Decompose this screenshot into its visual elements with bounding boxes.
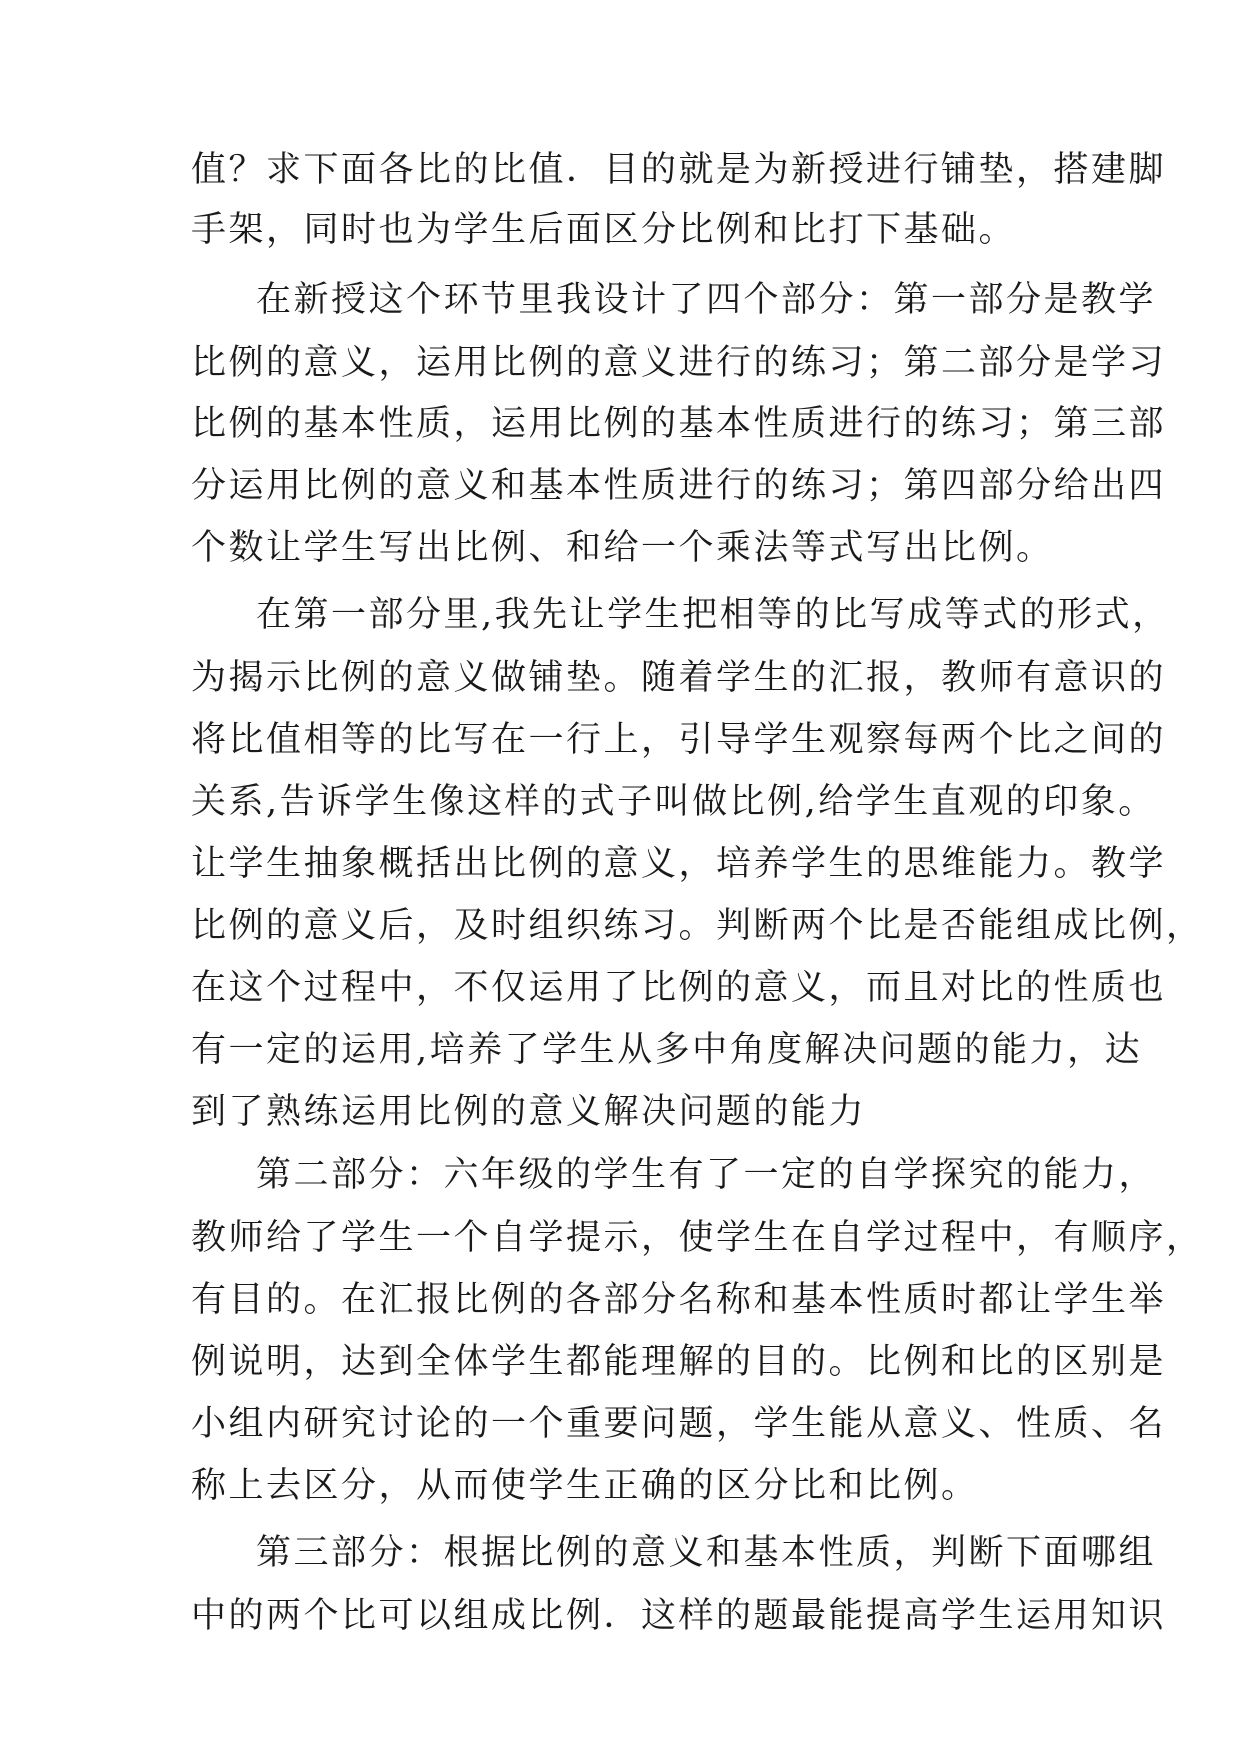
text-line: 比例的意义，运用比例的意义进行的练习；第二部分是学习 (191, 343, 1167, 383)
paragraph-first-line: 在第一部分里,我先让学生把相等的比写成等式的形式， (256, 595, 1170, 635)
text-line: 教师给了学生一个自学提示，使学生在自学过程中，有顺序， (191, 1218, 1204, 1258)
text-line: 小组内研究讨论的一个重要问题，学生能从意义、性质、名 (191, 1404, 1167, 1444)
text-line: 值？求下面各比的比值．目的就是为新授进行铺垫，搭建脚 (191, 150, 1167, 190)
paragraph-first-line: 第二部分：六年级的学生有了一定的自学探究的能力， (256, 1155, 1157, 1195)
text-line: 有目的。在汇报比例的各部分名称和基本性质时都让学生举 (191, 1280, 1167, 1320)
paragraph-first-line: 第三部分：根据比例的意义和基本性质，判断下面哪组 (256, 1533, 1157, 1573)
text-line: 到了熟练运用比例的意义解决问题的能力 (191, 1092, 867, 1132)
text-line: 称上去区分，从而使学生正确的区分比和比例。 (191, 1466, 979, 1506)
text-line: 例说明，达到全体学生都能理解的目的。比例和比的区别是 (191, 1342, 1167, 1382)
text-line: 比例的意义后，及时组织练习。判断两个比是否能组成比例， (191, 906, 1204, 946)
text-line: 让学生抽象概括出比例的意义，培养学生的思维能力。教学 (191, 844, 1167, 884)
text-line: 分运用比例的意义和基本性质进行的练习；第四部分给出四 (191, 466, 1167, 506)
text-line: 关系,告诉学生像这样的式子叫做比例,给学生直观的印象。 (191, 782, 1156, 822)
text-line: 在这个过程中，不仅运用了比例的意义，而且对比的性质也 (191, 968, 1167, 1008)
paragraph-first-line: 在新授这个环节里我设计了四个部分：第一部分是教学 (256, 280, 1157, 320)
text-line: 有一定的运用,培养了学生从多中角度解决问题的能力，达 (191, 1030, 1143, 1070)
text-line: 中的两个比可以组成比例．这样的题最能提高学生运用知识 (191, 1596, 1167, 1636)
text-line: 为揭示比例的意义做铺垫。随着学生的汇报，教师有意识的 (191, 658, 1167, 698)
text-line: 将比值相等的比写在一行上，引导学生观察每两个比之间的 (191, 720, 1167, 760)
text-line: 比例的基本性质，运用比例的基本性质进行的练习；第三部 (191, 404, 1167, 444)
text-line: 个数让学生写出比例、和给一个乘法等式写出比例。 (191, 528, 1054, 568)
text-line: 手架，同时也为学生后面区分比例和比打下基础。 (191, 210, 1017, 250)
